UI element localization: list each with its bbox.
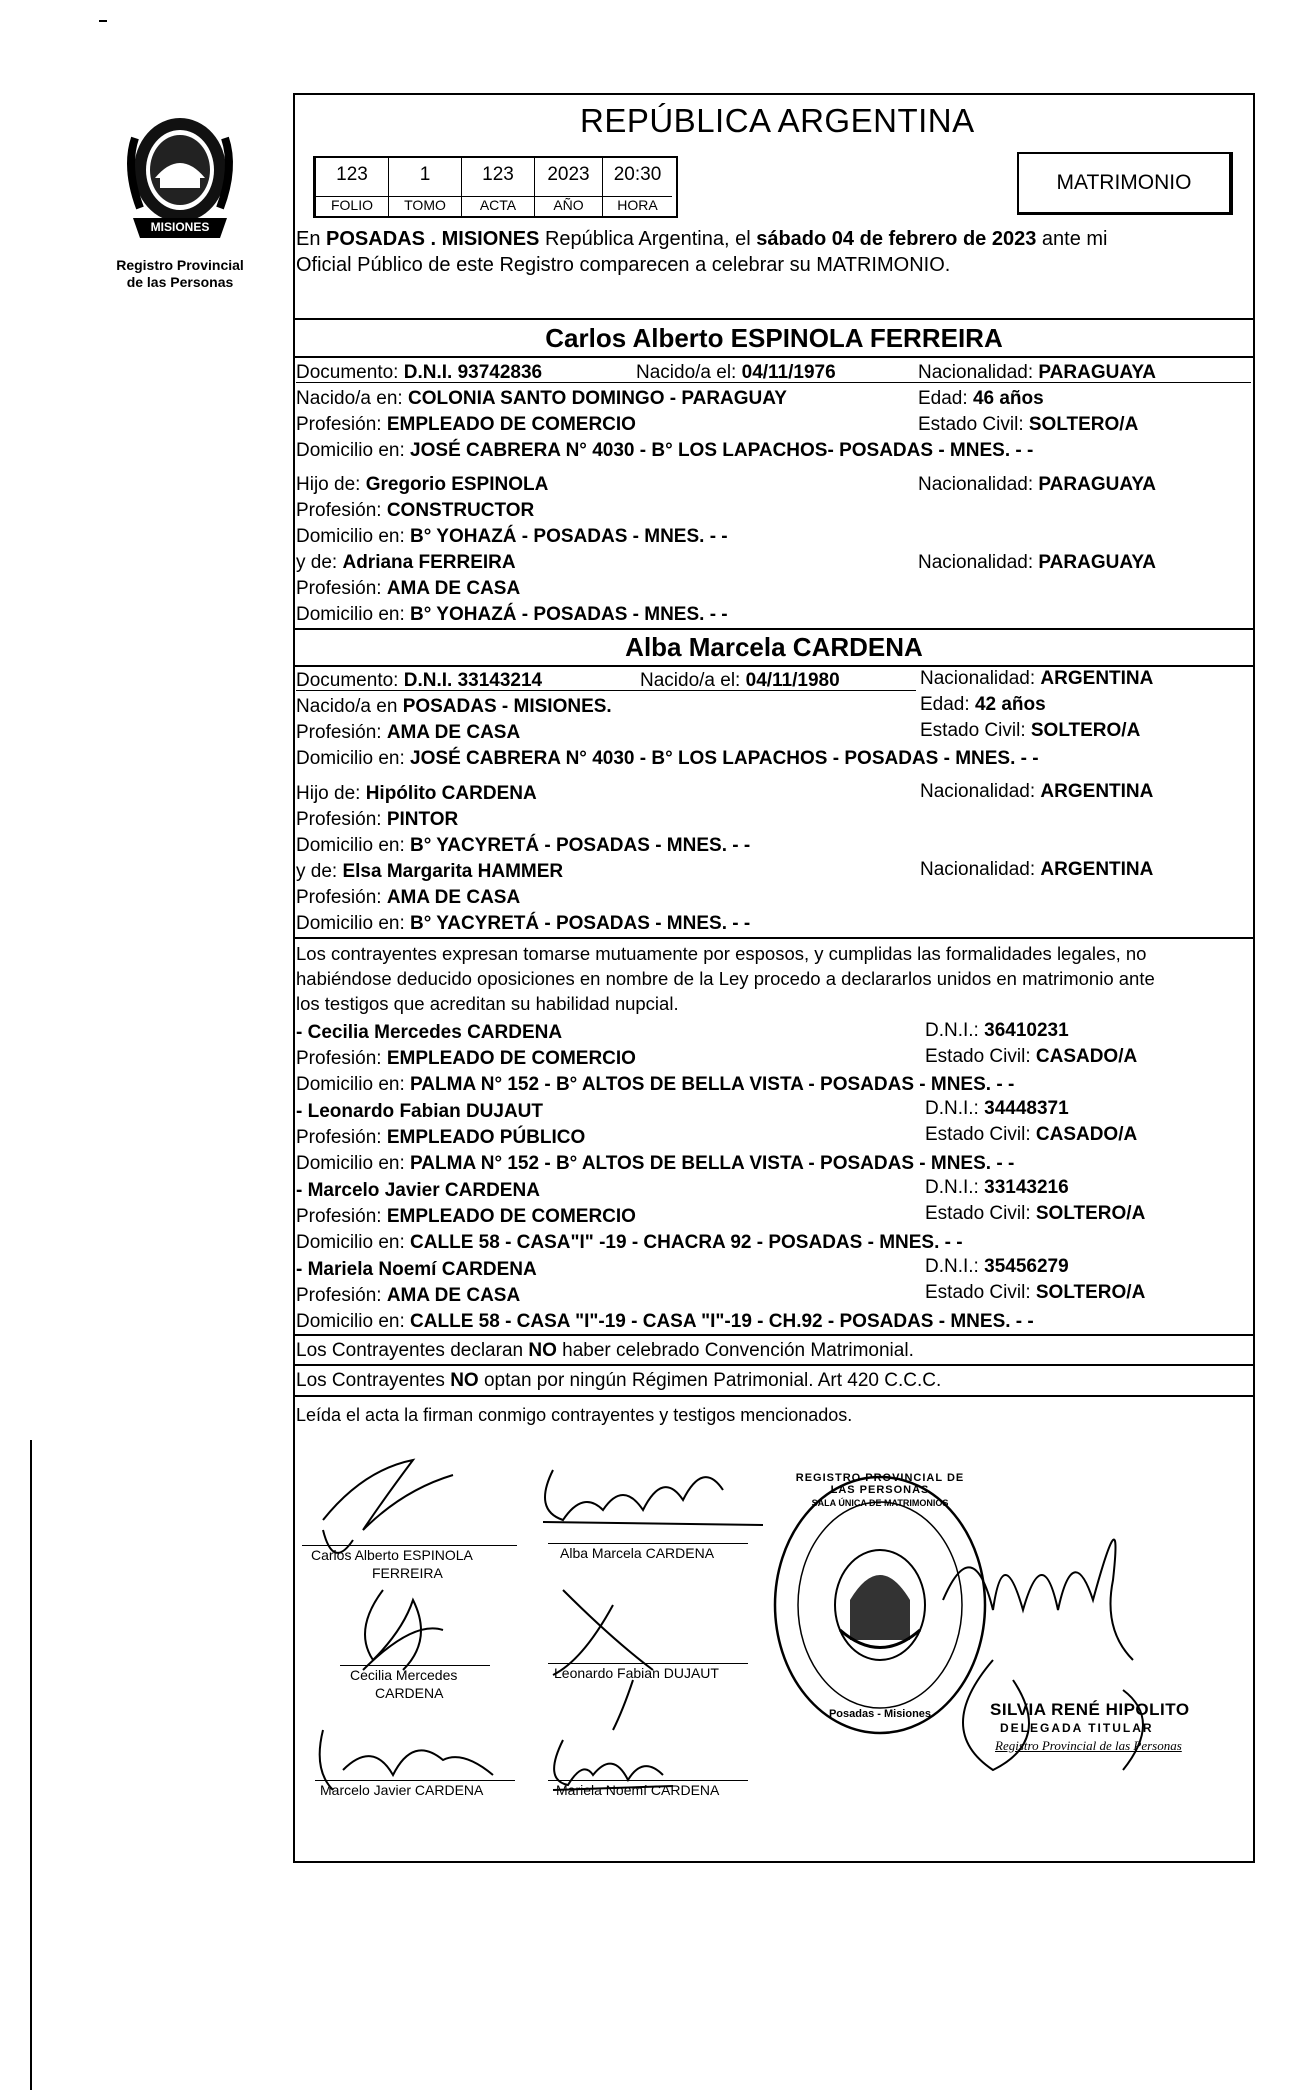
label: Nacido/a en	[296, 696, 403, 717]
spouse1-birthplace	[296, 388, 787, 410]
witness3-name: - Marcelo Javier CARDENA	[296, 1180, 540, 1201]
witness2-name: - Leonardo Fabian DUJAUT	[296, 1101, 544, 1122]
value: AMA DE CASA	[386, 887, 521, 908]
spouse2-name: Alba Marcela CARDENA	[625, 632, 923, 662]
signature-leonardo	[553, 1590, 653, 1730]
witness3-address	[296, 1232, 963, 1254]
label: Documento:	[296, 670, 404, 691]
signature-line	[548, 1663, 748, 1664]
tomo-value: 1	[419, 164, 431, 185]
spouse2-father-nationality	[920, 781, 1153, 803]
label: Estado Civil:	[925, 1046, 1036, 1067]
convention-line2	[296, 1368, 1251, 1393]
label: y de:	[296, 552, 343, 573]
signature-label: Marcelo Javier CARDENA	[320, 1782, 484, 1798]
spouse1-born	[636, 362, 836, 384]
label: Edad:	[920, 694, 975, 715]
hour-value: 20:30	[613, 164, 662, 185]
label: Nacionalidad:	[918, 362, 1039, 383]
label: Estado Civil:	[925, 1282, 1036, 1303]
label: Domicilio en:	[296, 748, 411, 769]
spouse2-mother-profession	[296, 887, 520, 909]
acta-label: ACTA	[462, 196, 534, 217]
witness4-name: - Mariela Noemí CARDENA	[296, 1259, 537, 1280]
witness1-dni	[925, 1020, 1069, 1042]
year-label: AÑO	[535, 196, 602, 217]
spouse1-mother-profession	[296, 578, 520, 600]
value: EMPLEADO DE COMERCIO	[386, 1048, 636, 1069]
signature-line	[548, 1543, 748, 1544]
field-cell	[316, 158, 389, 216]
value: PALMA N° 152 - B° ALTOS DE BELLA VISTA - POSADAS - MNES. - -	[410, 1153, 1015, 1174]
spouse1-profession	[296, 414, 636, 436]
field-cell	[462, 158, 535, 216]
text-bold: NO	[450, 1370, 479, 1391]
label: Profesión:	[296, 1285, 387, 1306]
official-stamp	[770, 1470, 990, 1740]
label: Domicilio en:	[296, 1311, 411, 1332]
label: Hijo de:	[296, 474, 366, 495]
text: Los Contrayentes	[296, 1370, 451, 1391]
stamp-seal-icon	[770, 1470, 990, 1740]
witness4-civil	[925, 1282, 1145, 1304]
spouse2-mother-address	[296, 913, 750, 935]
signature-line	[315, 1780, 515, 1781]
spouse1-father	[296, 474, 548, 496]
label: Nacido/a en:	[296, 388, 408, 409]
official-name: SILVIA RENÉ HIPOLITO	[990, 1700, 1190, 1719]
value: SOLTERO/A	[1035, 1203, 1146, 1224]
signature-line	[548, 1780, 748, 1781]
label: Domicilio en:	[296, 835, 411, 856]
value: EMPLEADO DE COMERCIO	[386, 1206, 636, 1227]
spouse2-mother-nationality	[920, 859, 1153, 881]
label: Profesión:	[296, 809, 387, 830]
value: COLONIA SANTO DOMINGO - PARAGUAY	[407, 388, 787, 409]
value: 46 años	[972, 388, 1044, 409]
value: SOLTERO/A	[1035, 1282, 1146, 1303]
label: Domicilio en:	[296, 526, 411, 547]
field-cell	[603, 158, 672, 216]
label: Profesión:	[296, 500, 387, 521]
underline	[296, 690, 916, 691]
registry-logo	[115, 108, 245, 258]
signature-label: CARDENA	[375, 1685, 444, 1701]
text-bold: NO	[528, 1340, 557, 1361]
label: D.N.I.:	[925, 1256, 985, 1277]
spouse2-born	[640, 670, 840, 692]
label: Domicilio en:	[296, 1232, 411, 1253]
witness1-profession	[296, 1048, 636, 1070]
value: Gregorio ESPINOLA	[365, 474, 549, 495]
value: PARAGUAYA	[1038, 362, 1156, 383]
label: Nacionalidad:	[920, 668, 1041, 689]
spouse2-father-address	[296, 835, 750, 857]
signature-line	[340, 1665, 490, 1666]
label: Estado Civil:	[925, 1203, 1036, 1224]
value: 35456279	[984, 1256, 1069, 1277]
spouse2-father-profession	[296, 809, 458, 831]
label: Nacido/a el:	[640, 670, 746, 691]
intro-line1	[296, 227, 1251, 252]
folio-label: FOLIO	[316, 196, 388, 217]
declaration-line2: habiéndose deducido oposiciones en nombre de la Ley procedo a declararlos unidos en matrimonio ante	[296, 968, 1155, 989]
witness3-dni	[925, 1177, 1069, 1199]
value: ARGENTINA	[1040, 668, 1154, 689]
label: Nacionalidad:	[920, 859, 1041, 880]
label: Estado Civil:	[920, 720, 1031, 741]
label: Hijo de:	[296, 783, 366, 804]
witness3-civil	[925, 1203, 1145, 1225]
value: Elsa Margarita HAMMER	[342, 861, 564, 882]
intro-text-c: ante mi	[1036, 228, 1108, 250]
corner-mark	[99, 20, 107, 22]
spouse1-doc	[296, 362, 542, 384]
value: D.N.I. 93742836	[403, 362, 543, 383]
registry-name-line2: de las Personas	[126, 274, 234, 290]
witness1-civil	[925, 1046, 1137, 1068]
label: Domicilio en:	[296, 913, 411, 934]
witness2-civil	[925, 1124, 1137, 1146]
value: PINTOR	[386, 809, 459, 830]
spouse1-nationality	[918, 362, 1156, 384]
stamp-inner-text: SALA ÚNICA DE MATRIMONIOS	[811, 1498, 949, 1508]
value: D.N.I. 33143214	[403, 670, 543, 691]
spouse1-father-profession	[296, 500, 534, 522]
witness2-profession	[296, 1127, 585, 1149]
convention-line1	[296, 1338, 1251, 1363]
value: CASADO/A	[1035, 1046, 1138, 1067]
value: CALLE 58 - CASA "I"-19 - CASA "I"-19 - CH.92 - POSADAS - MNES. - -	[410, 1311, 1034, 1332]
spouse2-nationality	[920, 668, 1153, 690]
spouse1-mother-nationality	[918, 552, 1156, 574]
value: AMA DE CASA	[386, 722, 521, 743]
label: y de:	[296, 861, 343, 882]
official-office: Registro Provincial de las Personas	[995, 1738, 1182, 1753]
value: CASADO/A	[1035, 1124, 1138, 1145]
label: Estado Civil:	[918, 414, 1029, 435]
year-value: 2023	[547, 164, 590, 185]
value: SOLTERO/A	[1030, 720, 1141, 741]
witness1-name: - Cecilia Mercedes CARDENA	[296, 1022, 563, 1043]
spouse1-mother-address	[296, 604, 728, 626]
label: Profesión:	[296, 1206, 387, 1227]
spouse1-civil	[918, 414, 1138, 436]
intro-line2: Oficial Público de este Registro comparecen a celebrar su MATRIMONIO.	[296, 254, 951, 276]
hour-label: HORA	[603, 196, 672, 217]
witness2-dni	[925, 1098, 1069, 1120]
witness3-profession	[296, 1206, 636, 1228]
witness1-address	[296, 1074, 1014, 1096]
text: Los Contrayentes declaran	[296, 1340, 529, 1361]
value: CALLE 58 - CASA"I" -19 - CHACRA 92 - POSADAS - MNES. - -	[410, 1232, 963, 1253]
signature-line	[302, 1545, 517, 1546]
text: haber celebrado Convención Matrimonial.	[556, 1340, 914, 1361]
value: B° YACYRETÁ - POSADAS - MNES. - -	[410, 835, 751, 856]
spouse2-age	[920, 694, 1046, 716]
label: Profesión:	[296, 578, 387, 599]
value: 34448371	[984, 1098, 1069, 1119]
divider	[293, 1395, 1255, 1397]
value: 04/11/1980	[745, 670, 840, 691]
folio-value: 123	[336, 164, 368, 185]
value: 42 años	[974, 694, 1046, 715]
intro-date: sábado 04 de febrero de 2023	[756, 228, 1037, 250]
spouse1-father-address	[296, 526, 728, 548]
label: Profesión:	[296, 414, 387, 435]
signature-marcelo	[320, 1730, 493, 1790]
label: Documento:	[296, 362, 404, 383]
value: ARGENTINA	[1040, 859, 1154, 880]
divider	[293, 356, 1255, 358]
signature-label: Alba Marcela CARDENA	[560, 1545, 715, 1561]
signature-label: Mariela Noemí CARDENA	[556, 1782, 720, 1798]
value: 36410231	[984, 1020, 1069, 1041]
value: POSADAS - MISIONES.	[402, 696, 612, 717]
margin-line	[30, 1440, 32, 2090]
divider	[293, 1334, 1255, 1336]
value: AMA DE CASA	[386, 578, 521, 599]
value: 04/11/1976	[741, 362, 836, 383]
registry-name-line1: Registro Provincial	[116, 257, 244, 273]
signature-label: FERREIRA	[372, 1565, 443, 1581]
declaration-line1: Los contrayentes expresan tomarse mutuamente por esposos, y cumplidas las formalidades legales, no	[296, 943, 1147, 964]
label: Nacionalidad:	[918, 552, 1039, 573]
value: B° YOHAZÁ - POSADAS - MNES. - -	[410, 526, 728, 547]
text: optan por ningún Régimen Patrimonial. Art 420 C.C.C.	[478, 1370, 942, 1391]
label: Domicilio en:	[296, 604, 411, 625]
signature-label: Leonardo Fabian DUJAUT	[554, 1665, 719, 1681]
divider	[293, 1364, 1255, 1366]
label: Domicilio en:	[296, 440, 411, 461]
spouse2-profession	[296, 722, 520, 744]
value: PALMA N° 152 - B° ALTOS DE BELLA VISTA - POSADAS - MNES. - -	[410, 1074, 1015, 1095]
value: Adriana FERREIRA	[342, 552, 516, 573]
label: Nacionalidad:	[920, 781, 1041, 802]
value: 33143216	[984, 1177, 1069, 1198]
signature-alba	[543, 1470, 763, 1525]
stamp-ring-text: REGISTRO PROVINCIAL DE LAS PERSONAS	[795, 1472, 965, 1496]
divider	[293, 937, 1255, 939]
label: Profesión:	[296, 722, 387, 743]
value: JOSÉ CABRERA N° 4030 - B° LOS LAPACHOS- POSADAS - MNES. - -	[410, 440, 1034, 461]
value: AMA DE CASA	[386, 1285, 521, 1306]
spouse2-mother	[296, 861, 563, 883]
country-title: REPÚBLICA ARGENTINA	[580, 102, 975, 139]
doc-type-box	[1017, 152, 1233, 215]
stamp-bottom-text: Posadas - Misiones	[828, 1708, 932, 1720]
spouse2-doc	[296, 670, 542, 692]
value: CONSTRUCTOR	[386, 500, 535, 521]
signature-label: Cecilia Mercedes	[350, 1667, 458, 1683]
spouse1-mother	[296, 552, 516, 574]
declaration-line3: los testigos que acreditan su habilidad nupcial.	[296, 993, 679, 1014]
value: SOLTERO/A	[1028, 414, 1139, 435]
value: EMPLEADO PÚBLICO	[386, 1127, 586, 1148]
label: D.N.I.:	[925, 1177, 985, 1198]
witness4-profession	[296, 1285, 520, 1307]
tomo-label: TOMO	[389, 196, 461, 217]
spouse2-birthplace	[296, 696, 612, 718]
divider	[293, 318, 1255, 320]
signature-cecilia	[363, 1590, 443, 1670]
label: Profesión:	[296, 1048, 387, 1069]
registry-emblem-icon	[115, 108, 245, 258]
spouse1-father-nationality	[918, 474, 1156, 496]
value: JOSÉ CABRERA N° 4030 - B° LOS LAPACHOS - POSADAS - MNES. - -	[410, 748, 1039, 769]
value: B° YOHAZÁ - POSADAS - MNES. - -	[410, 604, 728, 625]
label: D.N.I.:	[925, 1020, 985, 1041]
intro-city: POSADAS . MISIONES	[326, 228, 540, 250]
value: PARAGUAYA	[1038, 474, 1156, 495]
divider	[293, 628, 1255, 630]
label: Nacido/a el:	[636, 362, 742, 383]
label: Profesión:	[296, 1127, 387, 1148]
label: Domicilio en:	[296, 1074, 411, 1095]
witness2-address	[296, 1153, 1014, 1175]
value: Hipólito CARDENA	[365, 783, 537, 804]
value: PARAGUAYA	[1038, 552, 1156, 573]
underline	[296, 382, 1251, 383]
label: Estado Civil:	[925, 1124, 1036, 1145]
label: D.N.I.:	[925, 1098, 985, 1119]
label: Profesión:	[296, 887, 387, 908]
value: ARGENTINA	[1040, 781, 1154, 802]
label: Domicilio en:	[296, 1153, 411, 1174]
official-title: DELEGADA TITULAR	[1000, 1721, 1154, 1735]
spouse1-name: Carlos Alberto ESPINOLA FERREIRA	[545, 323, 1003, 353]
divider	[293, 665, 1255, 667]
label: Edad:	[918, 388, 973, 409]
acta-value: 123	[482, 164, 514, 185]
value: EMPLEADO DE COMERCIO	[386, 414, 636, 435]
witness4-dni	[925, 1256, 1069, 1278]
spouse1-address	[296, 440, 1033, 462]
witness4-address	[296, 1311, 1034, 1333]
spouse2-address	[296, 748, 1039, 770]
spouse2-father	[296, 783, 537, 805]
spouse1-age	[918, 388, 1044, 410]
logo-text: MISIONES	[150, 220, 210, 234]
signature-label: Carlos Alberto ESPINOLA	[311, 1547, 473, 1563]
doc-type: MATRIMONIO	[1056, 171, 1192, 194]
label: Nacionalidad:	[918, 474, 1039, 495]
record-fields	[313, 156, 678, 218]
value: B° YACYRETÁ - POSADAS - MNES. - -	[410, 913, 751, 934]
spouse2-civil	[920, 720, 1140, 742]
intro-text-b: República Argentina, el	[539, 228, 757, 250]
closing-text: Leída el acta la firman conmigo contrayentes y testigos mencionados.	[296, 1405, 853, 1425]
intro-text-a: En	[296, 228, 327, 250]
field-cell	[535, 158, 603, 216]
signature-carlos	[323, 1460, 453, 1553]
field-cell	[389, 158, 462, 216]
